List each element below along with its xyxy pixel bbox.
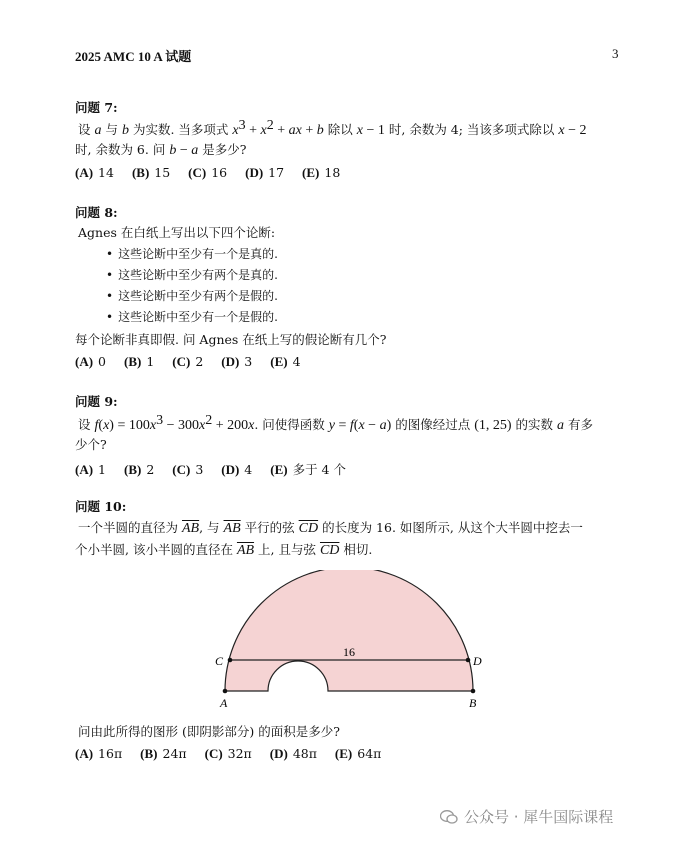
choice-c: (C) 16 [188, 165, 228, 180]
question-7-title: 问题 7: [75, 100, 118, 115]
choice-d: (D) 17 [245, 165, 285, 180]
question-8-bullet: • 这些论断中至少有两个是真的. [106, 266, 278, 283]
choice-b: (B) 15 [131, 165, 171, 180]
question-9-line-2: 少个? [75, 437, 107, 452]
label-b: B [469, 696, 477, 710]
question-8-question: 每个论断非真即假. 问 Agnes 在纸上写的假论断有几个? [75, 332, 387, 347]
question-9-line-1: 设 $f(x) = 100x^3 - 300x^2 + 200x$. 问使得函数 y = f(x − a) 的图像经过点 (1, 25) 的实数 a 有多 [78, 413, 594, 434]
question-8-intro: Agnes 在白纸上写出以下四个论断: [78, 225, 276, 240]
question-8-bullet: • 这些论断中至少有两个是假的. [106, 287, 278, 304]
point-a [223, 689, 228, 694]
label-c: C [215, 654, 224, 668]
choice-b: (B) 2 [123, 462, 155, 477]
question-8-title: 问题 8: [75, 205, 118, 220]
question-10-question: 问由此所得的图形 (即阴影部分) 的面积是多少? [78, 724, 340, 739]
question-10-title: 问题 10: [75, 499, 127, 514]
choice-b: (B) 1 [123, 354, 155, 369]
choice-d: (D) 48π [269, 746, 317, 761]
choice-c: (C) 32π [204, 746, 252, 761]
choice-e: (E) 多于 4 个 [270, 462, 346, 477]
choice-a: (A) 1 [75, 462, 106, 477]
point-c [228, 658, 233, 663]
choice-b: (B) 24π [140, 746, 187, 761]
chord-length-label: 16 [343, 645, 355, 659]
question-7-choices [75, 165, 354, 181]
question-8-bullet: • 这些论断中至少有一个是真的. [106, 245, 278, 262]
choice-c: (C) 3 [172, 462, 204, 477]
question-10-choices [75, 746, 395, 762]
label-d: D [473, 654, 482, 668]
choice-e: (E) 18 [302, 165, 341, 180]
choice-e: (E) 64π [334, 746, 382, 761]
page-number: 3 [612, 46, 619, 61]
watermark: 公众号 · 犀牛国际课程 [440, 806, 613, 827]
question-10-line-1: 一个半圆的直径为 $\overline{AB}$, 与 $\overline{AB}$ 平行的弦 $\overline{CD}$ 的长度为 16. 如图所示, 从这个大半圆中挖去一 [78, 520, 583, 536]
page-header-title: 2025 AMC 10 A 试题 [75, 49, 192, 64]
choice-a: (A) 16π [75, 746, 123, 761]
choice-a: (A) 14 [75, 165, 114, 180]
choice-e: (E) 4 [270, 354, 301, 369]
question-8-bullet: • 这些论断中至少有一个是假的. [106, 308, 278, 325]
semicircle-figure [210, 570, 500, 710]
label-a: A [220, 696, 228, 710]
wechat-icon [440, 810, 458, 824]
point-d [466, 658, 471, 663]
choice-c: (C) 2 [172, 354, 204, 369]
shaded-region [225, 570, 473, 691]
question-7-line-2: 时, 余数为 6. 问 b − a 是多少? [75, 142, 247, 158]
choice-d: (D) 3 [221, 354, 253, 369]
point-b [471, 689, 476, 694]
question-7-line-1: 设 a 与 b 为实数. 当多项式 $x^3 + x^2$ + ax + b 除以 x − 1 时, 余数为 4; 当该多项式除以 x − 2 [78, 118, 587, 139]
question-9-choices [75, 460, 360, 478]
question-10-line-2: 个小半圆, 该小半圆的直径在 $\overline{AB}$ 上, 且与弦 $\overline{CD}$ 相切. [75, 542, 373, 558]
choice-d: (D) 4 [221, 462, 253, 477]
question-8-choices [75, 354, 315, 370]
choice-a: (A) 0 [75, 354, 106, 369]
question-9-title: 问题 9: [75, 394, 118, 409]
